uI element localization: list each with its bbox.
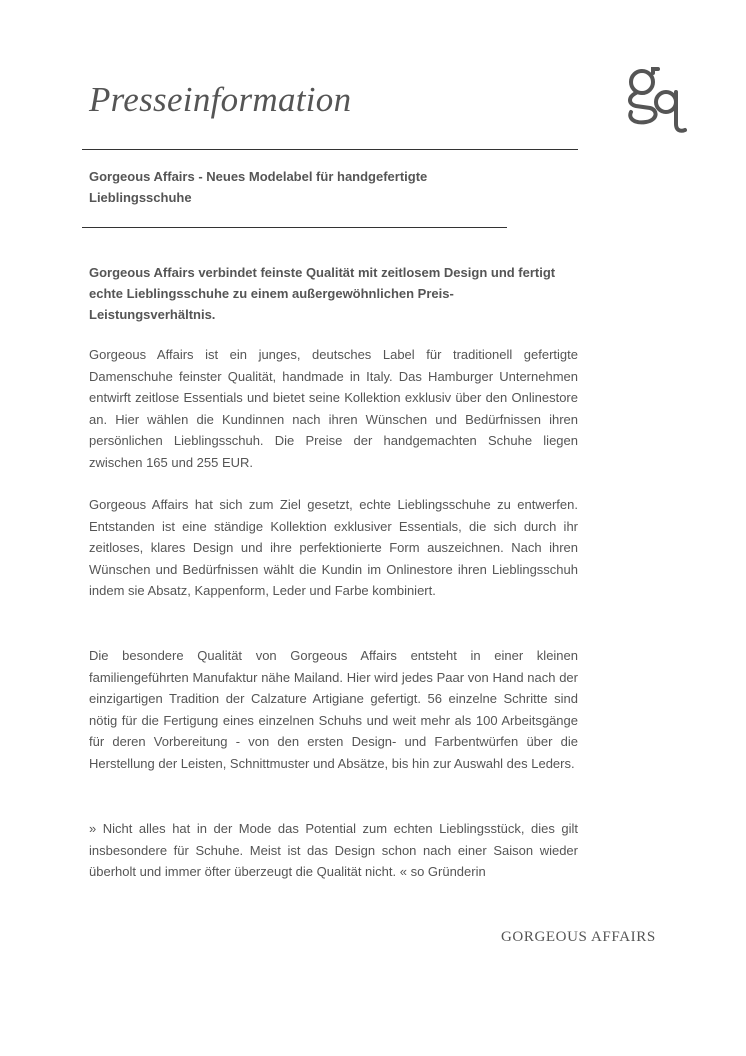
body-paragraph: Gorgeous Affairs ist ein junges, deutsches Label für traditionell gefertigte Damenschuhe feinster Qualität, handmade in Italy. Das Hamburger Unternehmen entwirft zeitlose Essentials und bietet seine Kollektion exklusiv über den Onlinestore an. Hier wählen die Kundinnen nach ihren Wünschen und Bedürfnissen ihren persönlichen Lieblingsschuh. Die Preise der handgemachten Schuhe liegen zwischen 165 und 255 EUR. bbox=[89, 347, 578, 470]
subtitle-divider bbox=[82, 227, 507, 228]
body-paragraph: Gorgeous Affairs hat sich zum Ziel gesetzt, echte Lieblingsschuhe zu entwerfen. Entstanden ist eine ständige Kollektion exklusiver Essentials, die sich durch ihr zeitloses, klares Design und ihre perfektionierte Form auszeichnen. Nach ihren Wünschen und Bedürfnissen wählt die Kundin im Onlinestore ihren Lieblingsschuh indem sie Absatz, Kappenform, Leder und Farbe kombiniert. bbox=[89, 497, 578, 598]
lead-paragraph: Gorgeous Affairs verbindet feinste Qualität mit zeitlosem Design und fertigt echte Lieblingsschuhe zu einem außergewöhnlichen Preis-Leistungsverhältnis. bbox=[89, 265, 556, 322]
body-paragraph: Die besondere Qualität von Gorgeous Affairs entsteht in einer kleinen familiengeführten Manufaktur nähe Mailand. Hier wird jedes Paar von Hand nach der einzigartigen Tradition der Calzature Artigiane gefertigt. 56 einzelne Schritte sind nötig für die Fertigung eines einzelnen Schuhs und weit mehr als 100 Arbeitsgänge für deren Vorbereitung - von den ersten Design- und Farbentwürfen über die Herstellung der Leisten, Schnittmuster und Absätze, bis hin zur Auswahl des Leders. bbox=[89, 648, 578, 771]
page-title: Presseinformation bbox=[89, 80, 352, 119]
footer-brand: GORGEOUS AFFAIRS bbox=[501, 929, 656, 945]
document-subtitle: Gorgeous Affairs - Neues Modelabel für handgefertigte Lieblingsschuhe bbox=[89, 169, 428, 205]
ga-monogram-logo bbox=[622, 64, 692, 136]
header-divider bbox=[82, 149, 578, 150]
body-paragraph: » Nicht alles hat in der Mode das Potential zum echten Lieblingsstück, dies gilt insbesondere für Schuhe. Meist ist das Design schon nach einer Saison wieder überholt und immer öfter überzeugt die Qualität nicht. « so Gründerin bbox=[89, 821, 578, 879]
